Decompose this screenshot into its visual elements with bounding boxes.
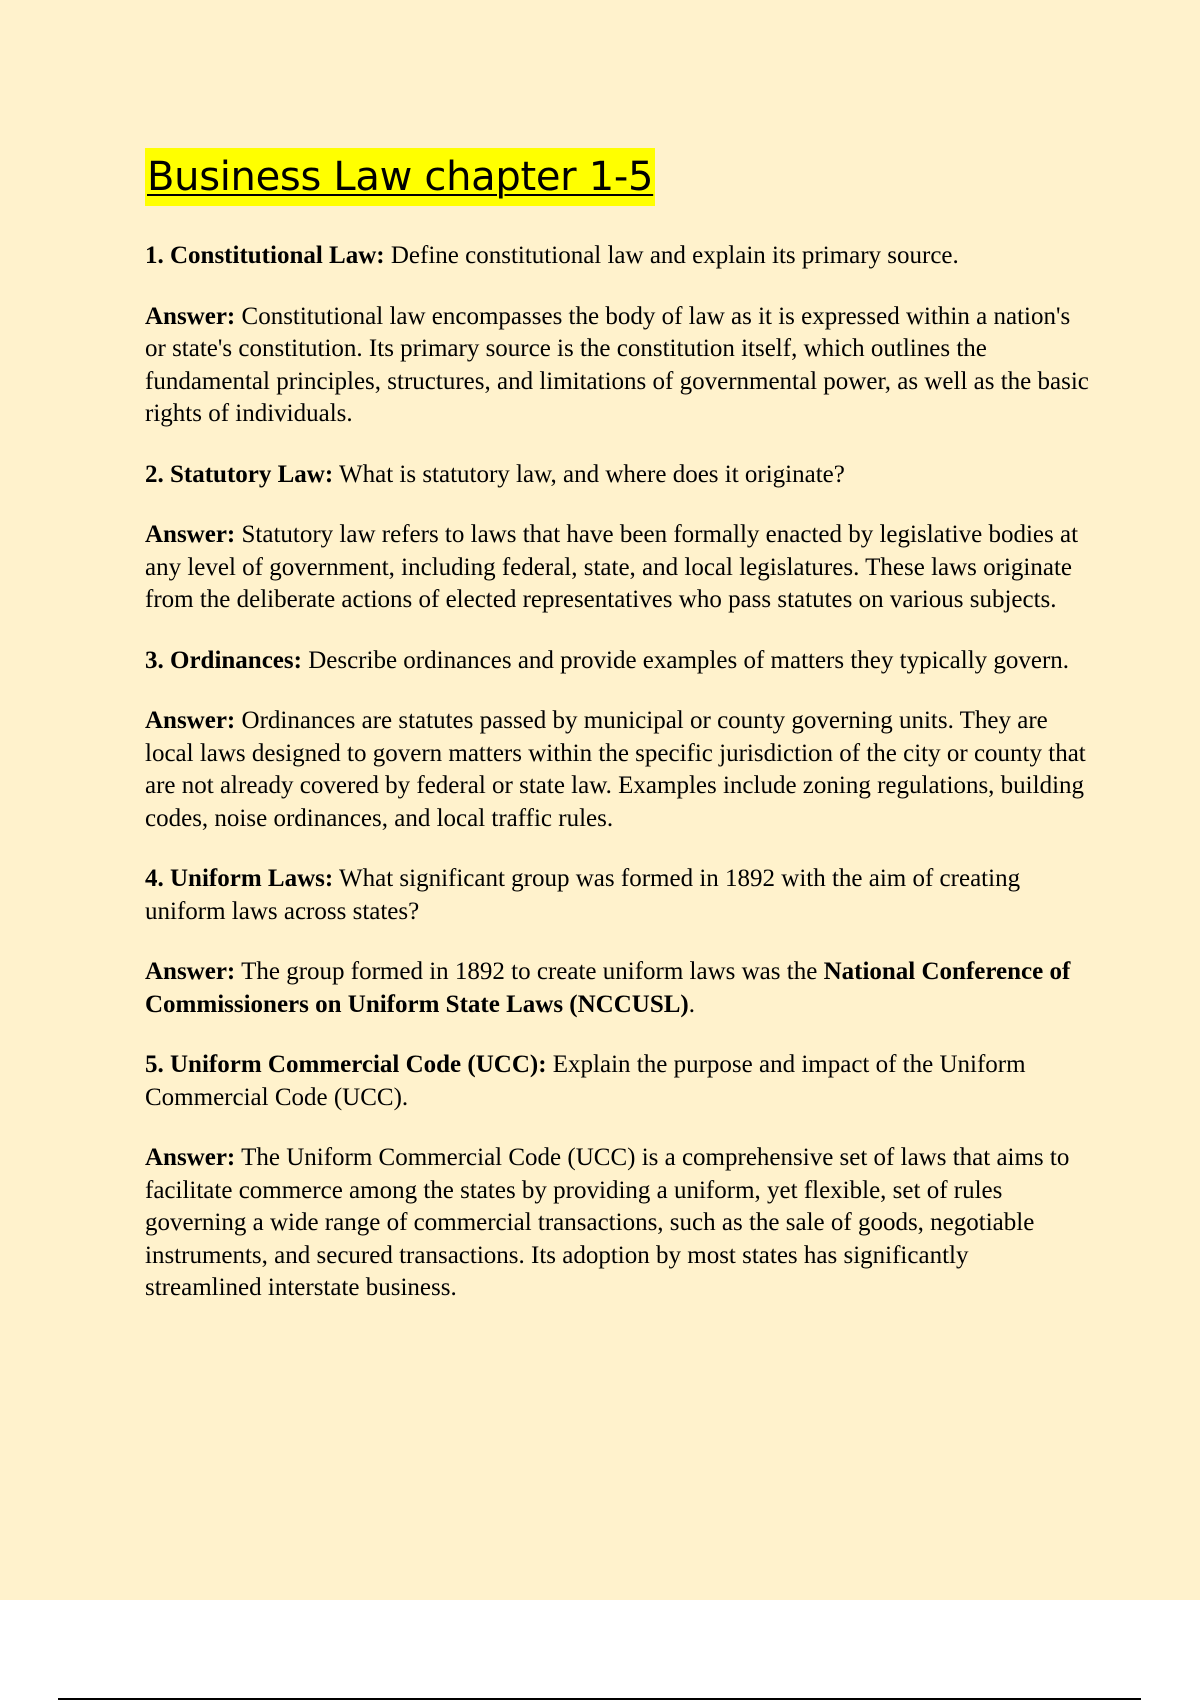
- answer-3: [145, 705, 1090, 835]
- question-number: 2.: [145, 460, 164, 488]
- answer-label: Answer:: [145, 958, 236, 985]
- question-topic: Constitutional Law:: [170, 242, 385, 269]
- question-topic: Uniform Laws:: [170, 865, 334, 892]
- answer-5: [145, 1142, 1090, 1305]
- question-number: 1.: [145, 242, 164, 269]
- answer-emphasis: National Conference of Commissioners on Uniform State Laws (NCCUSL): [145, 958, 1071, 1018]
- answer-label: Answer:: [145, 302, 236, 330]
- answer-4: [145, 956, 1090, 1021]
- answer-label: Answer:: [145, 521, 236, 548]
- question-number: 3.: [145, 646, 164, 674]
- question-text: Define constitutional law and explain its primary source.: [390, 242, 959, 269]
- question-3: [145, 645, 1090, 678]
- answer-text: The group formed in 1892 to create uniform laws was the: [241, 958, 818, 985]
- question-1: [145, 240, 1090, 273]
- answer-label: Answer:: [145, 707, 236, 734]
- question-5: [145, 1049, 1090, 1114]
- answer-text: Constitutional law encompasses the body of law as it is expressed within a nation's or state's constitution. Its primary source is the constitution itself, which outlines the fundamental principles, structures, and limitations of governmental power, as well as the basic rights of individuals.: [145, 302, 1089, 427]
- question-topic: Ordinances:: [170, 646, 302, 674]
- answer-text: The Uniform Commercial Code (UCC) is a comprehensive set of laws that aims to facilitate commerce among the states by providing a uniform, yet flexible, set of rules governing a wide range of commercial transactions, such as the sale of goods, negotiable instruments, and secured transactions. Its adoption by most states has significantly streamlined interstate business.: [145, 1144, 1070, 1301]
- page-title: Business Law chapter 1-5: [145, 148, 655, 206]
- question-topic: Uniform Commercial Code (UCC):: [170, 1051, 547, 1078]
- answer-suffix: .: [688, 990, 695, 1018]
- answer-1: [145, 301, 1090, 431]
- answer-label: Answer:: [145, 1144, 236, 1171]
- question-text: Explain the purpose and impact of the Uniform Commercial Code (UCC).: [145, 1051, 1026, 1111]
- question-topic: Statutory Law:: [170, 460, 334, 488]
- answer-2: [145, 519, 1090, 617]
- question-text: Describe ordinances and provide examples of matters they typically govern.: [308, 646, 1070, 674]
- question-number: 4.: [145, 865, 164, 892]
- qa-content: [145, 240, 1090, 1333]
- question-text: What is statutory law, and where does it originate?: [339, 460, 845, 488]
- answer-text: Ordinances are statutes passed by municipal or county governing units. They are local laws designed to govern matters within the specific jurisdiction of the city or county that are not already covered by federal or state law. Examples include zoning regulations, building codes, noise ordinances, and local traffic rules.: [145, 707, 1086, 832]
- answer-text: Statutory law refers to laws that have been formally enacted by legislative bodies at any level of government, including federal, state, and local legislatures. These laws originate from the deliberate actions of elected representatives who pass statutes on various subjects.: [145, 521, 1079, 613]
- question-2: [145, 459, 1090, 492]
- question-text: What significant group was formed in 1892 with the aim of creating uniform laws across states?: [145, 865, 1021, 925]
- question-4: [145, 863, 1090, 928]
- question-number: 5.: [145, 1051, 164, 1078]
